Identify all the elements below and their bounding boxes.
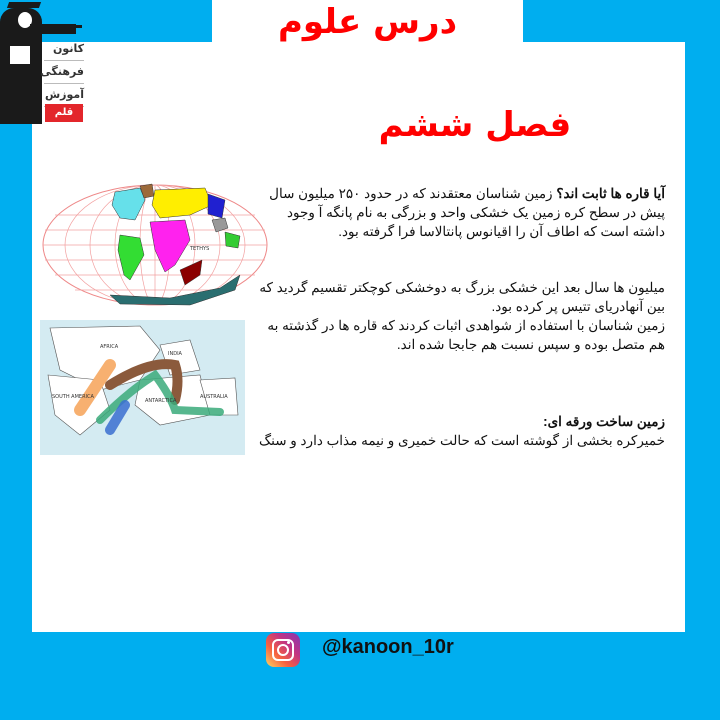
paragraph-continents — [255, 184, 665, 241]
svg-text:SOUTH AMERICA: SOUTH AMERICA — [52, 394, 94, 400]
paragraph-3-text: خمیرکره بخشی از گوشته است که حالت خمیری و نیمه مذاب دارد و سنگ — [259, 433, 665, 448]
instagram-icon[interactable] — [266, 633, 300, 667]
question-heading: آیا قاره ها ثابت اند؟ — [556, 186, 665, 201]
gondwana-fossil-map — [40, 320, 245, 455]
pointing-arm-icon — [30, 24, 76, 34]
pointing-finger-icon — [72, 25, 82, 28]
plate-tectonics-heading: زمین ساخت ورقه ای: — [543, 414, 665, 429]
logo-line-2: فرهنگی — [44, 61, 84, 84]
svg-text:INDIA: INDIA — [168, 351, 182, 357]
kanoon-logo — [0, 0, 84, 136]
book-icon — [8, 44, 32, 66]
logo-line-3: آموزش — [44, 84, 84, 107]
svg-text:ANTARCTICA: ANTARCTICA — [145, 398, 177, 404]
svg-text:TETHYS: TETHYS — [190, 246, 210, 252]
graduation-cap-icon — [7, 2, 41, 8]
svg-text:AUSTRALIA: AUSTRALIA — [200, 394, 228, 400]
instagram-handle[interactable]: @kanoon_10r — [322, 636, 454, 658]
chapter-title: فصل ششم — [378, 105, 572, 145]
logo-words — [40, 38, 84, 107]
logo-badge: قلم چی — [45, 104, 83, 122]
page-title: درس علوم — [277, 2, 458, 42]
paragraph-1-text: زمین شناسان معتقدند که در حدود ۲۵۰ میلیون سال پیش در سطح کره زمین یک خشکی واحد و بزرگی به نام پانگه آ وجود داشته است که اطاف آن را اقیانوس پانتالاسا فرا گرفته بود. — [269, 186, 665, 239]
pangaea-world-map — [40, 180, 270, 310]
logo-line-1: کانون — [44, 38, 84, 61]
paragraph-2-line-1: میلیون ها سال بعد این خشکی بزرگ به دوخشکی کوچکتر تقسیم گردید که بین آنهادریای تتیس پر کرده بود. — [259, 280, 665, 314]
paragraph-split — [255, 278, 665, 354]
svg-text:AFRICA: AFRICA — [100, 344, 119, 350]
paragraph-2-line-2: زمین شناسان با استفاده از شواهدی اثبات کردند که قاره ها در گذشته به هم متصل بوده و سپس نسبت هم جابجا شده اند. — [267, 318, 665, 352]
paragraph-plate-tectonics — [255, 412, 665, 450]
